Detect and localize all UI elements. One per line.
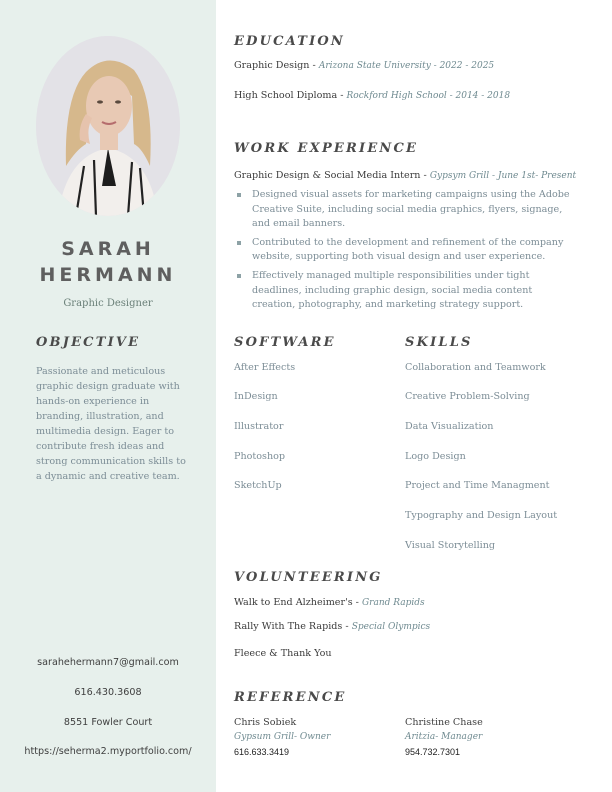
skill-item: Collaboration and Teamwork bbox=[405, 362, 546, 373]
volunteering-detail: Grand Rapids bbox=[361, 598, 425, 608]
education-item bbox=[234, 90, 510, 101]
volunteering-item bbox=[234, 621, 430, 632]
skill-item: Typography and Design Layout bbox=[405, 510, 558, 521]
software-heading: SOFTWARE bbox=[234, 335, 336, 350]
reference-phone: 616.633.3419 bbox=[234, 747, 290, 757]
work-bullet: Designed visual assets for marketing campaigns using the Adobe Creative Suite, including social media graphics, flyers, signage, and email banners. bbox=[234, 188, 574, 232]
volunteering-name: Rally With The Rapids - bbox=[234, 621, 349, 632]
skill-item: Logo Design bbox=[405, 451, 466, 462]
education-item bbox=[234, 60, 494, 71]
work-heading: WORK EXPERIENCE bbox=[234, 141, 419, 156]
education-detail: Arizona State University - 2022 - 2025 bbox=[318, 61, 495, 71]
volunteering-name: Walk to End Alzheimer's - bbox=[234, 597, 359, 608]
skill-item: Visual Storytelling bbox=[405, 540, 496, 551]
profile-photo bbox=[36, 36, 180, 216]
volunteering-name: Fleece & Thank You bbox=[234, 648, 332, 659]
objective-text: Passionate and meticulous graphic design graduate with hands-on experience in branding, illustration, and multimedia design. Eager to contribute fresh ideas and strong communication skills to a dynamic and creative team. bbox=[36, 366, 186, 482]
work-role: Graphic Design & Social Media Intern - bbox=[234, 170, 427, 181]
reference-name: Chris Sobiek bbox=[234, 717, 297, 728]
reference-name: Christine Chase bbox=[405, 717, 483, 728]
objective-heading: OBJECTIVE bbox=[36, 335, 141, 350]
first-name: SARAH bbox=[61, 238, 155, 260]
job-title: Graphic Designer bbox=[63, 298, 153, 309]
contact-address: 8551 Fowler Court bbox=[63, 717, 153, 728]
contact-email[interactable]: sarahehermann7@gmail.com bbox=[37, 657, 179, 668]
reference-role: Aritzia- Manager bbox=[405, 732, 483, 742]
volunteering-heading: VOLUNTEERING bbox=[234, 570, 383, 585]
contact-website[interactable]: https://seherma2.myportfolio.com/ bbox=[24, 746, 192, 757]
volunteering-item bbox=[234, 648, 332, 659]
education-degree: High School Diploma - bbox=[234, 90, 344, 101]
skill-item: Creative Problem-Solving bbox=[405, 391, 530, 402]
volunteering-item bbox=[234, 597, 425, 608]
work-bullet: Contributed to the development and refinement of the company website, supporting both visual design and user experience. bbox=[234, 236, 574, 265]
contact-phone: 616.430.3608 bbox=[74, 687, 142, 698]
reference-heading: REFERENCE bbox=[234, 690, 347, 705]
work-bullets bbox=[234, 188, 574, 317]
software-item: Illustrator bbox=[234, 421, 284, 432]
education-heading: EDUCATION bbox=[234, 34, 346, 49]
reference-role: Gypsum Grill- Owner bbox=[234, 732, 331, 742]
education-detail: Rockford High School - 2014 - 2018 bbox=[346, 91, 511, 101]
software-item: After Effects bbox=[234, 362, 296, 373]
software-item: InDesign bbox=[234, 391, 278, 402]
software-item: Photoshop bbox=[234, 451, 286, 462]
software-item: SketchUp bbox=[234, 480, 282, 491]
work-detail: Gypsym Grill - June 1st- Present bbox=[429, 171, 577, 181]
portrait-image bbox=[36, 36, 180, 216]
education-degree: Graphic Design - bbox=[234, 60, 316, 71]
reference-phone: 954.732.7301 bbox=[405, 747, 461, 757]
volunteering-detail: Special Olympics bbox=[351, 622, 431, 632]
work-role-line bbox=[234, 170, 576, 181]
skill-item: Project and Time Managment bbox=[405, 480, 550, 491]
last-name: HERMANN bbox=[39, 264, 177, 286]
skills-heading: SKILLS bbox=[405, 335, 473, 350]
work-bullet: Effectively managed multiple responsibilities under tight deadlines, including graphic design, social media content creation, photography, and marketing strategy support. bbox=[234, 269, 574, 313]
skill-item: Data Visualization bbox=[405, 421, 494, 432]
